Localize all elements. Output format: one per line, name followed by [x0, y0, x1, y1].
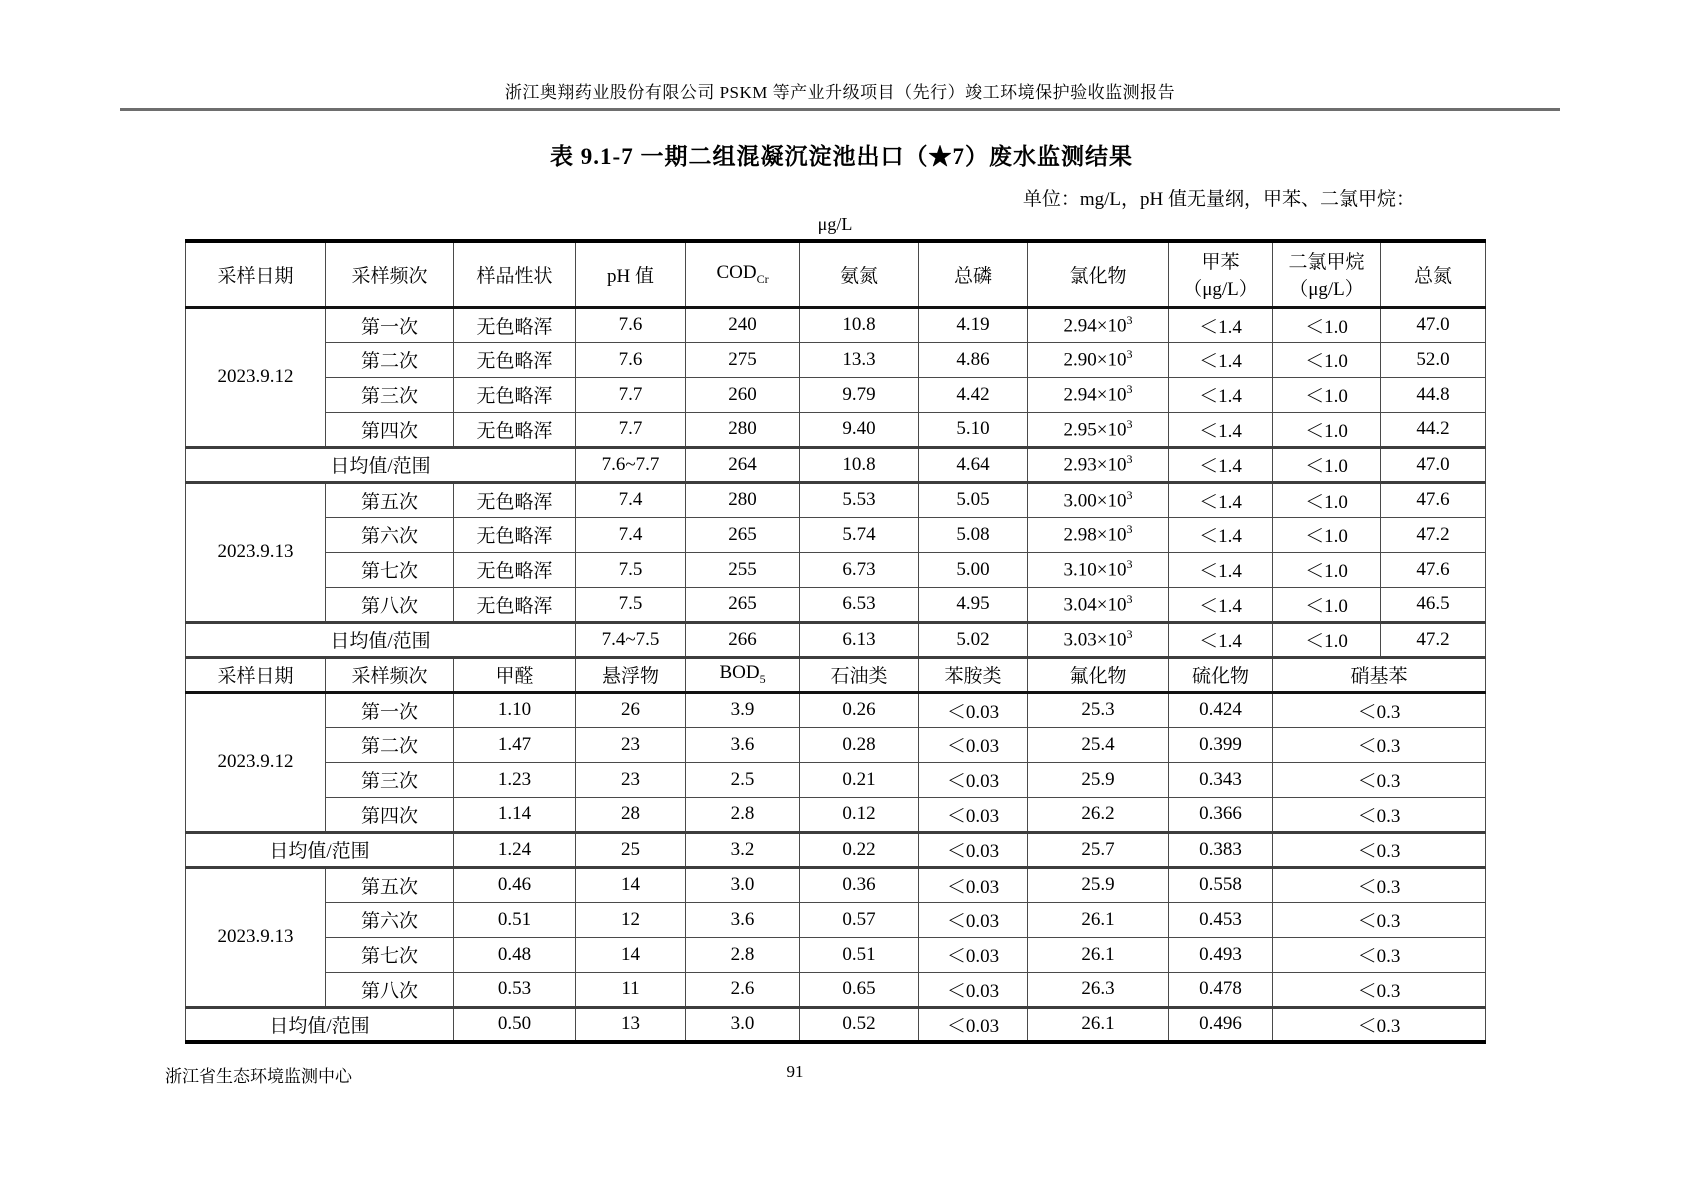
col-header-sampling-frequency: 采样频次	[326, 657, 454, 692]
value-cell: 47.0	[1381, 447, 1486, 482]
value-cell: $3.03\times 10^3$	[1028, 622, 1169, 657]
value-cell: 0.21	[800, 762, 919, 797]
value-cell: ＜0.03	[919, 762, 1028, 797]
value-cell: 47.2	[1381, 517, 1486, 552]
value-cell: 26	[576, 692, 686, 727]
value-cell: ＜0.03	[919, 972, 1028, 1007]
value-cell: 44.2	[1381, 412, 1486, 447]
value-cell: 275	[686, 342, 800, 377]
value-cell: ＜1.4	[1169, 342, 1273, 377]
value-cell: ＜1.0	[1273, 307, 1381, 342]
value-cell: 7.6~7.7	[576, 447, 686, 482]
value-cell: 0.424	[1169, 692, 1273, 727]
date-cell: 2023.9.12	[186, 692, 326, 832]
header-divider	[120, 108, 1560, 111]
value-cell: 4.19	[919, 307, 1028, 342]
value-cell: 2.8	[686, 937, 800, 972]
value-cell: ＜1.4	[1169, 622, 1273, 657]
value-cell: 0.558	[1169, 867, 1273, 902]
col-header-formaldehyde: 甲醛	[454, 657, 576, 692]
value-cell: 0.478	[1169, 972, 1273, 1007]
row-label: 第六次	[326, 517, 454, 552]
value-cell: 9.40	[800, 412, 919, 447]
value-cell: ＜1.0	[1273, 447, 1381, 482]
value-cell: 47.6	[1381, 552, 1486, 587]
footer-page-number: 91	[786, 1062, 804, 1081]
row-label: 第五次	[326, 867, 454, 902]
value-cell: 11	[576, 972, 686, 1007]
value-cell: 3.9	[686, 692, 800, 727]
value-cell: 无色略浑	[454, 412, 576, 447]
value-cell: ＜0.03	[919, 937, 1028, 972]
value-cell: 3.6	[686, 727, 800, 762]
value-cell: 无色略浑	[454, 552, 576, 587]
row-label: 第三次	[326, 377, 454, 412]
monitoring-table	[185, 239, 1486, 1044]
value-cell: 6.13	[800, 622, 919, 657]
value-cell: $2.98\times 10^3$	[1028, 517, 1169, 552]
value-cell: ＜1.0	[1273, 587, 1381, 622]
value-cell: 44.8	[1381, 377, 1486, 412]
value-cell: 2.8	[686, 797, 800, 832]
col-header-ph: pH 值	[576, 241, 686, 307]
value-cell: 7.7	[576, 412, 686, 447]
value-cell: ＜0.3	[1273, 762, 1486, 797]
value-cell: 3.6	[686, 902, 800, 937]
value-cell: 266	[686, 622, 800, 657]
col-header-toluene: 甲苯 （μg/L）	[1169, 241, 1273, 307]
value-cell: ＜1.4	[1169, 552, 1273, 587]
value-cell: 265	[686, 517, 800, 552]
value-cell: 52.0	[1381, 342, 1486, 377]
value-cell: $2.93\times 10^3$	[1028, 447, 1169, 482]
col-header-bod5: $BOD_5$	[686, 657, 800, 692]
value-cell: 5.10	[919, 412, 1028, 447]
report-header-title: 浙江奥翔药业股份有限公司 PSKM 等产业升级项目（先行）竣工环境保护验收监测报告	[504, 83, 1176, 102]
col-header-sampling-date: 采样日期	[186, 657, 326, 692]
value-cell: 13	[576, 1007, 686, 1042]
value-cell: 3.0	[686, 867, 800, 902]
value-cell: 4.86	[919, 342, 1028, 377]
value-cell: 0.343	[1169, 762, 1273, 797]
col-header-fluoride: 氟化物	[1028, 657, 1169, 692]
value-cell: 7.4	[576, 482, 686, 517]
value-cell: 280	[686, 412, 800, 447]
row-label: 第二次	[326, 727, 454, 762]
value-cell: 0.65	[800, 972, 919, 1007]
table-title: 表 9.1-7 一期二组混凝沉淀池出口（★7）废水监测结果	[550, 144, 1133, 169]
value-cell: 264	[686, 447, 800, 482]
value-cell: ＜0.03	[919, 797, 1028, 832]
col-header-aniline: 苯胺类	[919, 657, 1028, 692]
footer-organization: 浙江省生态环境监测中心	[165, 1067, 352, 1086]
unit-note: 单位：mg/L，pH 值无量纲，甲苯、二氯甲烷：	[1022, 189, 1415, 210]
value-cell: 0.383	[1169, 832, 1273, 867]
row-label: 第六次	[326, 902, 454, 937]
value-cell: 7.6	[576, 307, 686, 342]
value-cell: 4.42	[919, 377, 1028, 412]
col-header-petroleum: 石油类	[800, 657, 919, 692]
value-cell: ＜0.3	[1273, 797, 1486, 832]
value-cell: 46.5	[1381, 587, 1486, 622]
value-cell: 7.7	[576, 377, 686, 412]
col-header-ammonia-nitrogen: 氨氮	[800, 241, 919, 307]
row-label: 第三次	[326, 762, 454, 797]
value-cell: 1.23	[454, 762, 576, 797]
value-cell: 0.26	[800, 692, 919, 727]
value-cell: 0.496	[1169, 1007, 1273, 1042]
value-cell: 47.2	[1381, 622, 1486, 657]
value-cell: 7.4~7.5	[576, 622, 686, 657]
value-cell: ＜0.03	[919, 692, 1028, 727]
value-cell: 0.36	[800, 867, 919, 902]
value-cell: 0.366	[1169, 797, 1273, 832]
date-cell: 2023.9.12	[186, 307, 326, 447]
value-cell: $3.04\times 10^3$	[1028, 587, 1169, 622]
value-cell: ＜0.3	[1273, 867, 1486, 902]
value-cell: 0.53	[454, 972, 576, 1007]
row-label-daily-average: 日均值/范围	[186, 832, 454, 867]
value-cell: 0.57	[800, 902, 919, 937]
value-cell: 25	[576, 832, 686, 867]
value-cell: 47.0	[1381, 307, 1486, 342]
value-cell: 14	[576, 937, 686, 972]
value-cell: ＜0.3	[1273, 832, 1486, 867]
value-cell: ＜0.3	[1273, 937, 1486, 972]
value-cell: 10.8	[800, 447, 919, 482]
value-cell: 无色略浑	[454, 482, 576, 517]
col-header-chloride: 氯化物	[1028, 241, 1169, 307]
value-cell: ＜1.0	[1273, 412, 1381, 447]
value-cell: 1.24	[454, 832, 576, 867]
col-header-suspended-solids: 悬浮物	[576, 657, 686, 692]
row-label: 第七次	[326, 552, 454, 587]
value-cell: $3.10\times 10^3$	[1028, 552, 1169, 587]
row-label: 第四次	[326, 412, 454, 447]
value-cell: 0.453	[1169, 902, 1273, 937]
row-label: 第一次	[326, 692, 454, 727]
value-cell: $2.90\times 10^3$	[1028, 342, 1169, 377]
value-cell: 10.8	[800, 307, 919, 342]
value-cell: 26.1	[1028, 902, 1169, 937]
value-cell: 无色略浑	[454, 342, 576, 377]
col-header-nitrobenzene: 硝基苯	[1273, 657, 1486, 692]
value-cell: 5.53	[800, 482, 919, 517]
value-cell: 25.3	[1028, 692, 1169, 727]
value-cell: 25.4	[1028, 727, 1169, 762]
value-cell: 26.2	[1028, 797, 1169, 832]
value-cell: $2.94\times 10^3$	[1028, 307, 1169, 342]
value-cell: 5.74	[800, 517, 919, 552]
value-cell: 255	[686, 552, 800, 587]
value-cell: ＜1.0	[1273, 517, 1381, 552]
value-cell: 0.51	[454, 902, 576, 937]
value-cell: 14	[576, 867, 686, 902]
value-cell: 0.399	[1169, 727, 1273, 762]
row-label-daily-average: 日均值/范围	[186, 447, 576, 482]
col-header-sampling-frequency: 采样频次	[326, 241, 454, 307]
value-cell: ＜0.3	[1273, 902, 1486, 937]
value-cell: 12	[576, 902, 686, 937]
value-cell: 3.0	[686, 1007, 800, 1042]
value-cell: ＜0.03	[919, 867, 1028, 902]
row-label: 第八次	[326, 587, 454, 622]
value-cell: ＜1.4	[1169, 482, 1273, 517]
value-cell: 0.28	[800, 727, 919, 762]
value-cell: 23	[576, 762, 686, 797]
value-cell: 3.2	[686, 832, 800, 867]
value-cell: 240	[686, 307, 800, 342]
value-cell: 4.95	[919, 587, 1028, 622]
value-cell: ＜0.3	[1273, 972, 1486, 1007]
value-cell: 260	[686, 377, 800, 412]
col-header-sampling-date: 采样日期	[186, 241, 326, 307]
value-cell: 0.52	[800, 1007, 919, 1042]
col-header-dichloromethane: 二氯甲烷 （μg/L）	[1273, 241, 1381, 307]
value-cell: 47.6	[1381, 482, 1486, 517]
value-cell: 0.493	[1169, 937, 1273, 972]
value-cell: 280	[686, 482, 800, 517]
value-cell: ＜1.0	[1273, 342, 1381, 377]
value-cell: 5.05	[919, 482, 1028, 517]
value-cell: 0.22	[800, 832, 919, 867]
value-cell: 265	[686, 587, 800, 622]
row-label: 第五次	[326, 482, 454, 517]
value-cell: ＜0.3	[1273, 692, 1486, 727]
value-cell: 2.5	[686, 762, 800, 797]
value-cell: 无色略浑	[454, 517, 576, 552]
value-cell: 25.7	[1028, 832, 1169, 867]
value-cell: ＜1.0	[1273, 552, 1381, 587]
row-label: 第二次	[326, 342, 454, 377]
value-cell: 1.10	[454, 692, 576, 727]
value-cell: ＜1.0	[1273, 622, 1381, 657]
value-cell: 28	[576, 797, 686, 832]
value-cell: $2.94\times 10^3$	[1028, 377, 1169, 412]
value-cell: 25.9	[1028, 867, 1169, 902]
value-cell: ＜1.0	[1273, 482, 1381, 517]
value-cell: 1.47	[454, 727, 576, 762]
col-header-codcr: $COD_{Cr}$	[686, 241, 800, 307]
row-label: 第八次	[326, 972, 454, 1007]
value-cell: 0.46	[454, 867, 576, 902]
value-cell: 5.08	[919, 517, 1028, 552]
value-cell: ＜1.0	[1273, 377, 1381, 412]
value-cell: 5.00	[919, 552, 1028, 587]
date-cell: 2023.9.13	[186, 482, 326, 622]
col-header-total-nitrogen: 总氮	[1381, 241, 1486, 307]
value-cell: 0.51	[800, 937, 919, 972]
row-label-daily-average: 日均值/范围	[186, 1007, 454, 1042]
value-cell: 9.79	[800, 377, 919, 412]
value-cell: ＜0.3	[1273, 1007, 1486, 1042]
value-cell: 7.5	[576, 552, 686, 587]
row-label: 第七次	[326, 937, 454, 972]
value-cell: 6.73	[800, 552, 919, 587]
value-cell: ＜1.4	[1169, 377, 1273, 412]
value-cell: ＜1.4	[1169, 517, 1273, 552]
value-cell: 0.12	[800, 797, 919, 832]
value-cell: 7.5	[576, 587, 686, 622]
value-cell: ＜1.4	[1169, 447, 1273, 482]
row-label: 第四次	[326, 797, 454, 832]
date-cell: 2023.9.13	[186, 867, 326, 1007]
value-cell: ＜1.4	[1169, 307, 1273, 342]
value-cell: 13.3	[800, 342, 919, 377]
value-cell: 2.6	[686, 972, 800, 1007]
value-cell: 4.64	[919, 447, 1028, 482]
value-cell: 25.9	[1028, 762, 1169, 797]
value-cell: 26.1	[1028, 937, 1169, 972]
value-cell: 7.6	[576, 342, 686, 377]
row-label-daily-average: 日均值/范围	[186, 622, 576, 657]
value-cell: ＜0.03	[919, 832, 1028, 867]
value-cell: 6.53	[800, 587, 919, 622]
value-cell: 1.14	[454, 797, 576, 832]
value-cell: 26.1	[1028, 1007, 1169, 1042]
value-cell: 7.4	[576, 517, 686, 552]
value-cell: ＜0.03	[919, 1007, 1028, 1042]
col-header-total-phosphorus: 总磷	[919, 241, 1028, 307]
unit-note-continuation: μg/L	[817, 214, 853, 234]
row-label: 第一次	[326, 307, 454, 342]
value-cell: ＜0.03	[919, 727, 1028, 762]
value-cell: ＜1.4	[1169, 587, 1273, 622]
value-cell: 无色略浑	[454, 307, 576, 342]
value-cell: 26.3	[1028, 972, 1169, 1007]
value-cell: 无色略浑	[454, 587, 576, 622]
col-header-sample-appearance: 样品性状	[454, 241, 576, 307]
value-cell: $2.95\times 10^3$	[1028, 412, 1169, 447]
value-cell: 0.50	[454, 1007, 576, 1042]
value-cell: ＜0.03	[919, 902, 1028, 937]
col-header-sulfide: 硫化物	[1169, 657, 1273, 692]
value-cell: 0.48	[454, 937, 576, 972]
value-cell: $3.00\times 10^3$	[1028, 482, 1169, 517]
value-cell: ＜1.4	[1169, 412, 1273, 447]
value-cell: 5.02	[919, 622, 1028, 657]
value-cell: ＜0.3	[1273, 727, 1486, 762]
value-cell: 无色略浑	[454, 377, 576, 412]
value-cell: 23	[576, 727, 686, 762]
